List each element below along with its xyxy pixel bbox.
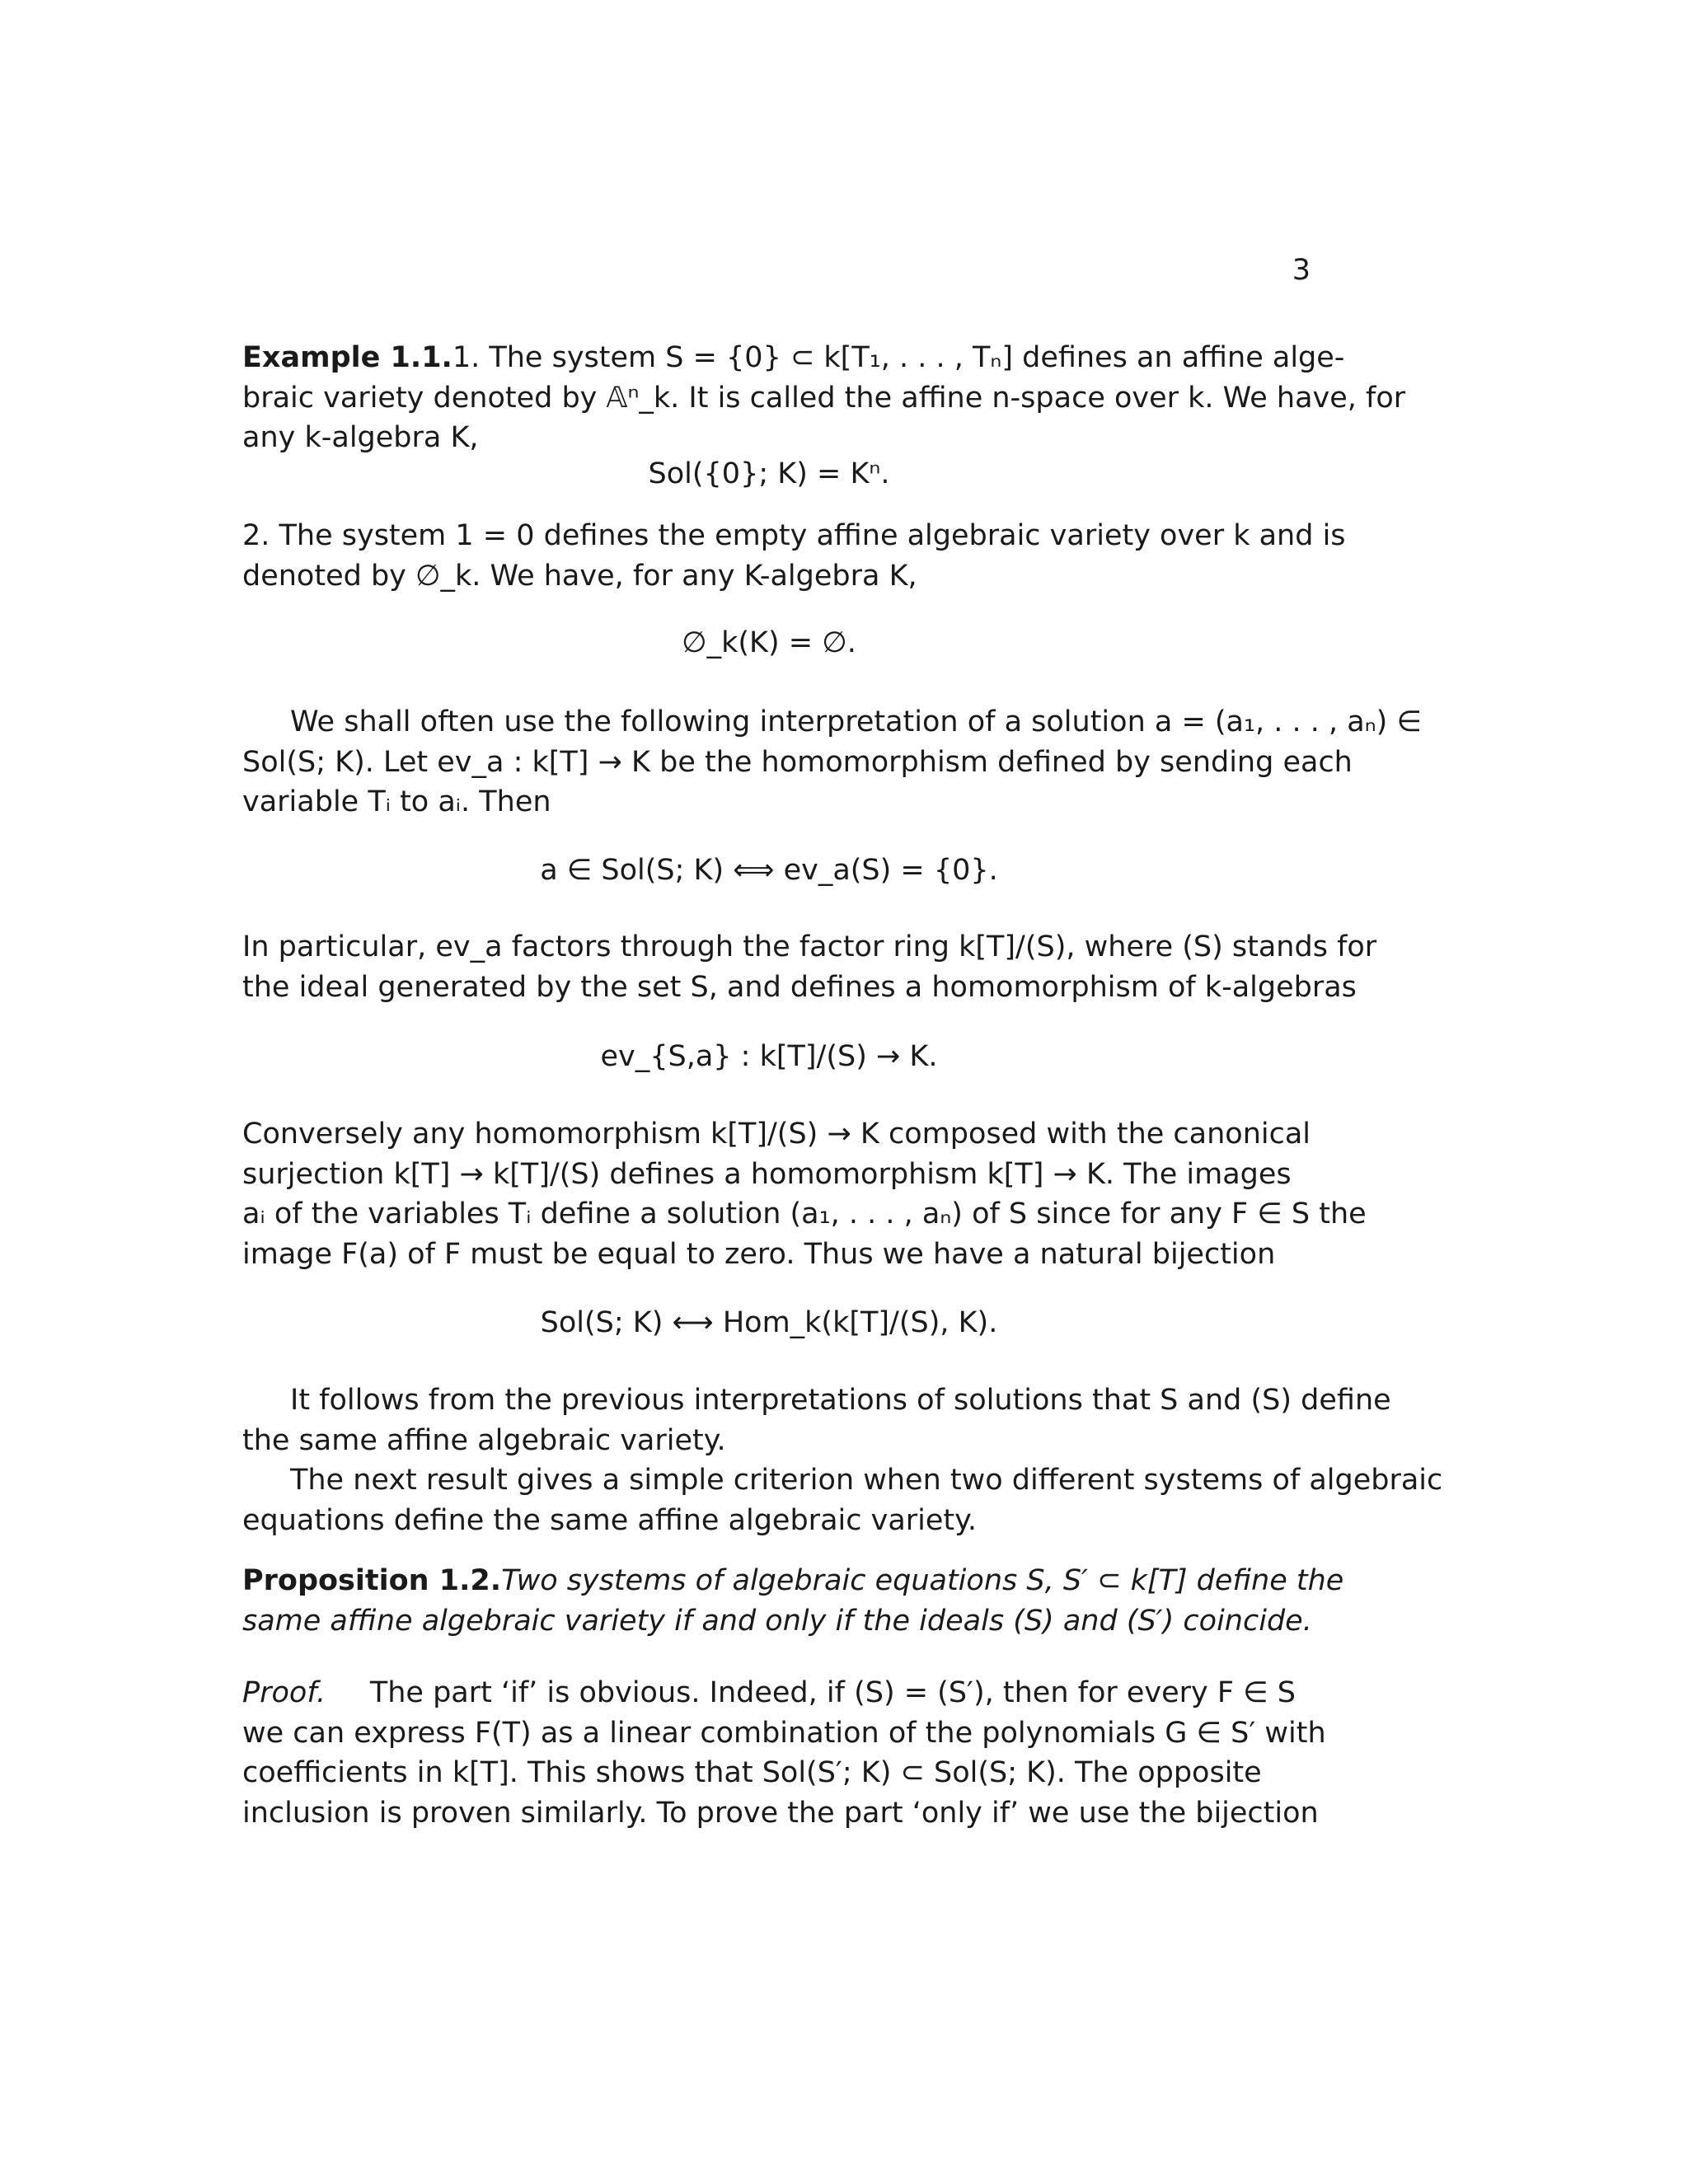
equation-4: ev_{S,a} : k[T]/(S) → K. (600, 1040, 938, 1073)
text-line: It follows from the previous interpretations of solutions that S and (S) define (290, 1384, 1391, 1417)
text-line: In particular, ev_a factors through the factor ring k[T]/(S), where (S) stands for (242, 930, 1377, 963)
proposition-line-1 (242, 1561, 1344, 1601)
text-line: denoted by ∅_k. We have, for any K-algebra K, (242, 559, 917, 593)
example-item-2 (242, 516, 1346, 596)
text-line: aᵢ of the variables Tᵢ define a solution (a₁, . . . , aₙ) of S since for any F ∈ S the (242, 1197, 1367, 1230)
text-line: any k-algebra K, (242, 421, 479, 454)
text-line: same affine algebraic variety if and only if the ideals (S) and (S′) coincide. (242, 1604, 1312, 1638)
text-line: coefficients in k[T]. This shows that Sol(S′; K) ⊂ Sol(S; K). The opposite (242, 1756, 1262, 1789)
text-line: Sol(S; K). Let ev_a : k[T] → K be the homomorphism defined by sending each (242, 745, 1353, 779)
text-line: braic variety denoted by 𝔸ⁿ_k. It is called the affine n-space over k. We have, for (242, 381, 1406, 415)
text-line: We shall often use the following interpretation of a solution a = (a₁, . . . , aₙ) ∈ (290, 705, 1422, 738)
text-line: The next result gives a simple criterion when two different systems of algebraic (290, 1464, 1443, 1497)
text-line: Two systems of algebraic equations S, S′ ⊂ k[T] define the (501, 1564, 1344, 1597)
text-line: the ideal generated by the set S, and defines a homomorphism of k-algebras (242, 970, 1357, 1004)
factor-ring-paragraph (242, 927, 1377, 1007)
equation-1: Sol({0}; K) = Kⁿ. (648, 457, 890, 490)
equation-3: a ∈ Sol(S; K) ⟺ ev_a(S) = {0}. (540, 854, 998, 887)
text-line: the same affine algebraic variety. (242, 1423, 726, 1457)
equation-5: Sol(S; K) ⟷ Hom_k(k[T]/(S), K). (540, 1306, 998, 1339)
interpretation-paragraph (242, 702, 1422, 823)
proposition-heading: Proposition 1.2. (242, 1564, 502, 1597)
proof-paragraph (242, 1673, 1326, 1833)
text-line: 2. The system 1 = 0 defines the empty affine algebraic variety over k and is (242, 519, 1346, 552)
text-line: Conversely any homomorphism k[T]/(S) → K composed with the canonical (242, 1118, 1311, 1151)
example-line-1 (242, 338, 1345, 378)
proof-label: Proof. (242, 1676, 326, 1709)
page-number: 3 (1292, 254, 1311, 287)
text-line: 1. The system S = {0} ⊂ k[T₁, . . . , Tₙ] defines an affine alge- (452, 341, 1345, 374)
text-line: image F(a) of F must be equal to zero. Thus we have a natural bijection (242, 1237, 1276, 1271)
text-line: The part ‘if’ is obvious. Indeed, if (S) = (S′), then for every F ∈ S (369, 1676, 1296, 1709)
text-line: we can express F(T) as a linear combination of the polynomials G ∈ S′ with (242, 1716, 1326, 1750)
text-line: inclusion is proven similarly. To prove the part ‘only if’ we use the bijection (242, 1796, 1319, 1830)
converse-paragraph (242, 1114, 1367, 1274)
text-line: surjection k[T] → k[T]/(S) defines a homomorphism k[T] → K. The images (242, 1157, 1292, 1191)
follows-paragraph (242, 1380, 1443, 1540)
example-heading: Example 1.1. (242, 341, 452, 374)
proof-line-1 (242, 1673, 1296, 1713)
text-line: variable Tᵢ to aᵢ. Then (242, 785, 551, 818)
equation-2: ∅_k(K) = ∅. (682, 626, 856, 659)
example-1-1 (242, 338, 1406, 458)
text-line: equations define the same affine algebraic variety. (242, 1503, 977, 1537)
proposition-1-2 (242, 1561, 1344, 1641)
